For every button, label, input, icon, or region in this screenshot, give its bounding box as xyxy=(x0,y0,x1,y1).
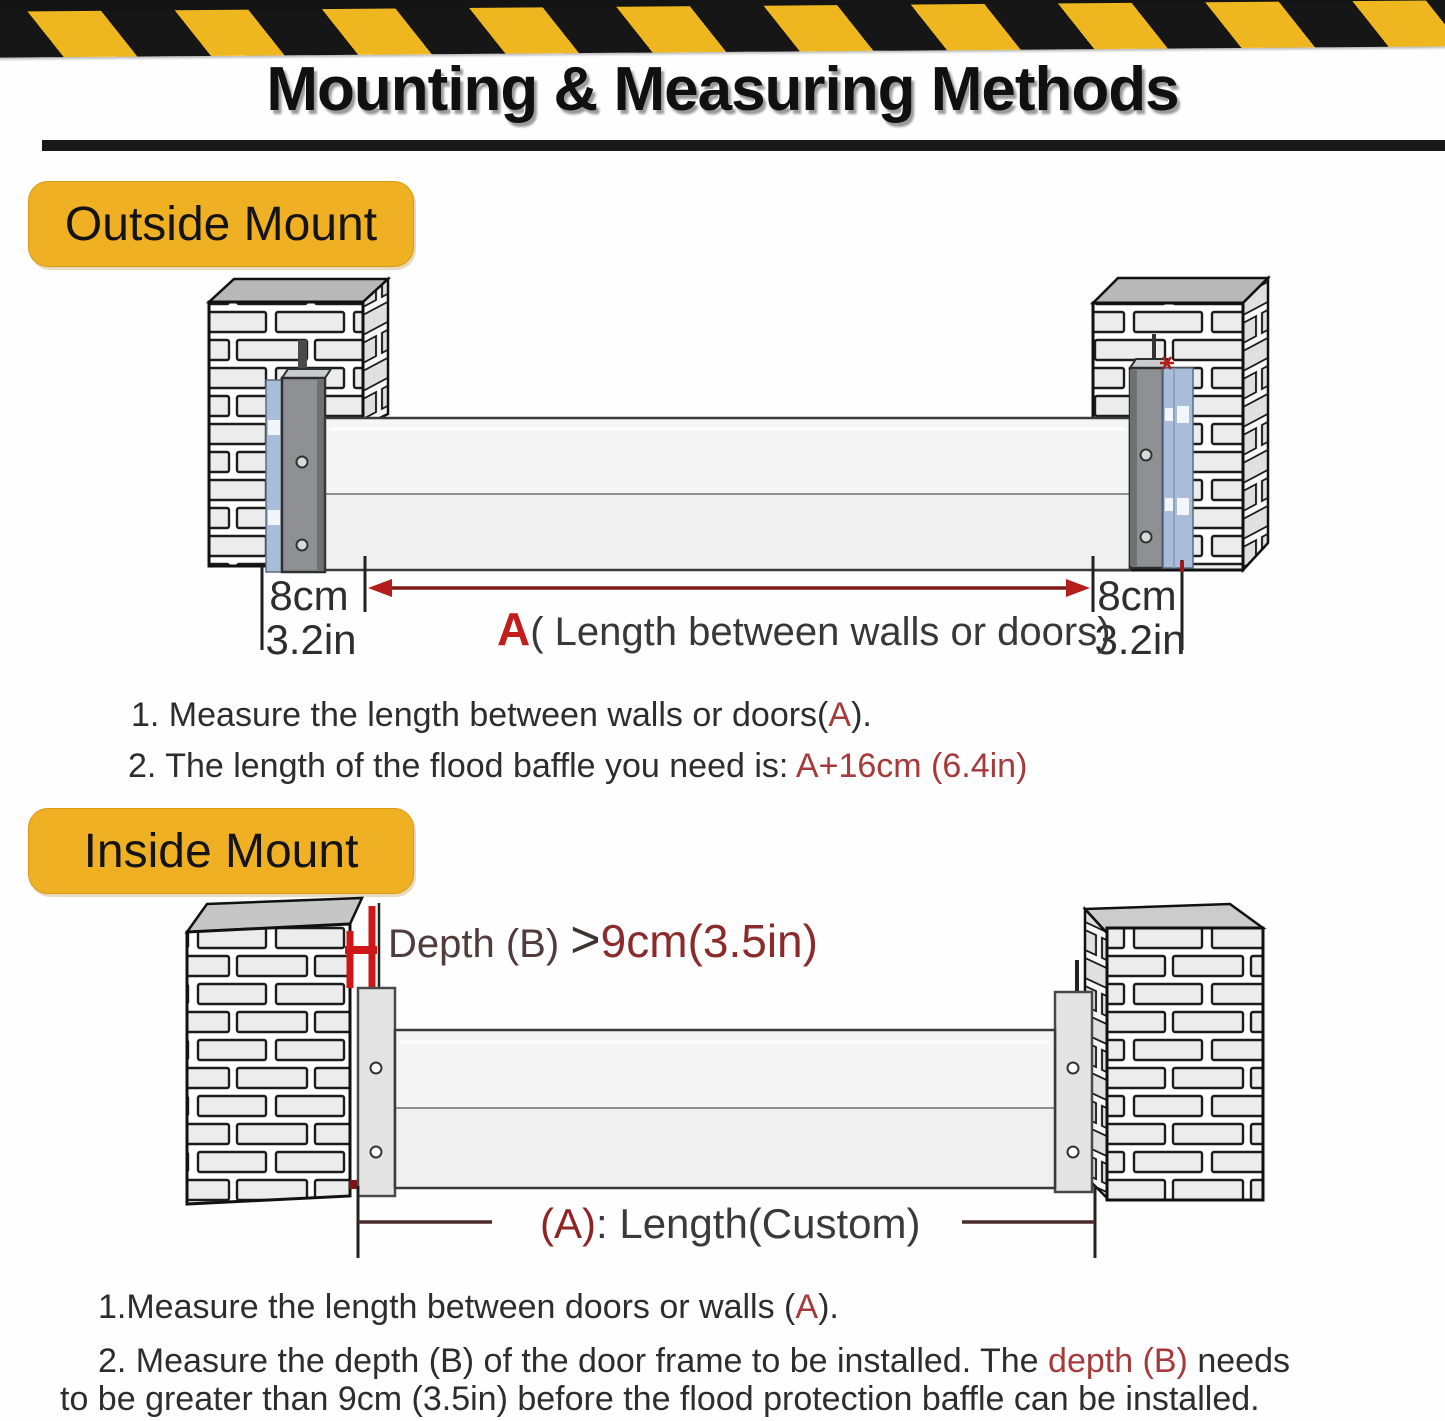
length-custom-label-a: (A) xyxy=(540,1200,596,1247)
inside-measurement xyxy=(358,1186,1095,1258)
length-custom-label-rest: : Length(Custom) xyxy=(596,1200,921,1247)
anchor-screw-line xyxy=(1075,960,1079,994)
outside-step-1-post: ). xyxy=(851,696,872,734)
inside-step-1 xyxy=(98,1288,839,1327)
right-offset-cm: 8cm xyxy=(1097,572,1177,619)
span-length-label-rest: ( Length between walls or doors) xyxy=(530,610,1111,654)
inside-mount-diagram xyxy=(0,888,1445,1280)
outside-step-1-em: A xyxy=(828,696,852,734)
outside-right-channel xyxy=(1130,334,1193,568)
left-offset-in: 3.2in xyxy=(265,616,357,663)
outside-step-1-text: 1. Measure the length between walls or doors( xyxy=(131,696,829,734)
inside-step-2-text: 2. Measure the depth (B) of the door frame to be installed. The xyxy=(98,1342,1049,1380)
depth-label-value: 9cm(3.5in) xyxy=(600,915,818,967)
outside-mount-badge: Outside Mount xyxy=(28,181,414,267)
inside-mount-badge: Inside Mount xyxy=(28,808,414,894)
inside-step-1-text: 1.Measure the length between doors or walls ( xyxy=(98,1288,796,1326)
inside-left-pillar xyxy=(187,898,362,1204)
inside-right-channel xyxy=(1055,960,1092,1192)
inside-left-channel xyxy=(358,988,395,1196)
inside-step-2-em: depth (B) xyxy=(1048,1342,1188,1380)
inside-step-1-post: ). xyxy=(818,1288,839,1326)
left-offset-cm: 8cm xyxy=(269,572,349,619)
inside-step-2-line-1 xyxy=(98,1342,1290,1381)
outside-mount-diagram xyxy=(0,268,1445,683)
inside-step-2-line-2: to be greater than 9cm (3.5in) before the flood protection baffle can be installed. xyxy=(60,1380,1260,1418)
page-title: Mounting & Measuring Methods xyxy=(266,55,1179,124)
right-offset-in: 3.2in xyxy=(1094,616,1186,663)
title-row xyxy=(0,54,1445,125)
outside-step-2 xyxy=(128,747,1027,786)
inside-right-pillar xyxy=(1085,904,1263,1200)
header-rule xyxy=(42,140,1445,151)
outside-measurement xyxy=(262,556,1186,663)
span-length-label-a: A xyxy=(497,603,531,655)
outside-step-2-text: 2. The length of the flood baffle you need is: xyxy=(128,747,796,785)
length-custom-label xyxy=(540,1200,920,1247)
depth-label xyxy=(388,911,818,969)
span-length-label xyxy=(497,603,1111,655)
outside-step-1 xyxy=(131,696,872,735)
outside-step-2-em: A+16cm (6.4in) xyxy=(795,747,1028,785)
inside-step-1-em: A xyxy=(795,1288,819,1326)
outside-flood-barrier xyxy=(325,418,1130,570)
greater-than-sign: > xyxy=(570,911,601,969)
depth-label-name: Depth (B) xyxy=(388,922,571,966)
inside-step-2-post: needs xyxy=(1187,1342,1290,1380)
inside-flood-barrier xyxy=(349,1030,1055,1189)
